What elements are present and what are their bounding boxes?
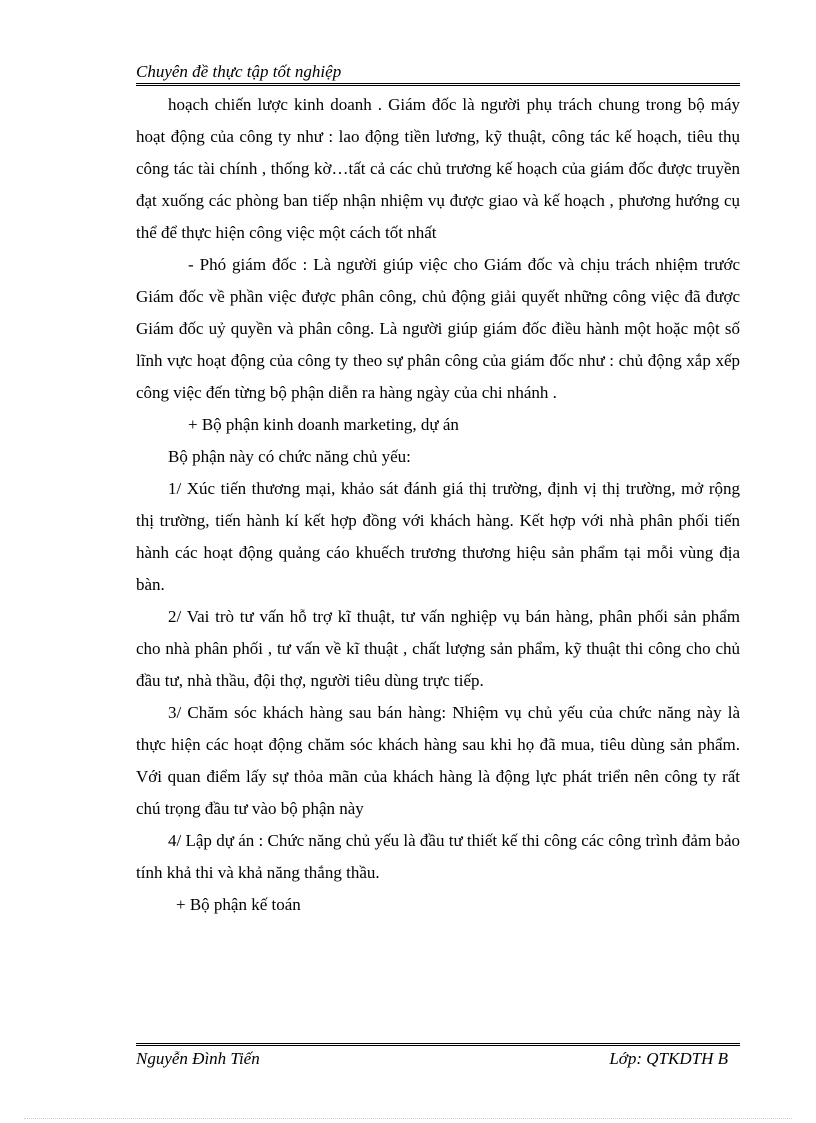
paragraph-business-marketing-heading: + Bộ phận kinh doanh marketing, dự án bbox=[188, 415, 459, 434]
document-body bbox=[136, 89, 740, 921]
paragraph-deputy-director: - Phó giám đốc : Là người giúp việc cho Giám đốc và chịu trách nhiệm trước Giám đốc về phần việc được phân công, chủ động giải quyết những công việc đã được Giám đốc uỷ quyền và phân công. Là người giúp giám đốc điều hành một hoặc một số lĩnh vực hoạt động của công ty theo sự phân công của giám đốc như : chủ động xắp xếp công việc đến từng bộ phận diễn ra hàng ngày của chi nhánh . bbox=[136, 255, 740, 402]
page-header bbox=[136, 60, 740, 86]
header-divider bbox=[136, 83, 740, 86]
paragraph-function-1: 1/ Xúc tiến thương mại, khảo sát đánh giá thị trường, định vị thị trường, mở rộng thị trường, tiến hành kí kết hợp đồng với khách hàng. Kết hợp với nhà phân phối tiến hành các hoạt động quảng cáo khuếch trương thương hiệu sản phẩm tại mỗi vùng địa bàn. bbox=[136, 479, 740, 594]
page-bottom-edge bbox=[24, 1118, 792, 1119]
paragraph-function-3: 3/ Chăm sóc khách hàng sau bán hàng: Nhiệm vụ chủ yếu của chức năng này là thực hiện các hoạt động chăm sóc khách hàng sau khi họ đã mua, tiêu dùng sản phẩm. Với quan điểm lấy sự thỏa mãn của khách hàng là động lực phát triển nên công ty rất chú trọng đầu tư vào bộ phận này bbox=[136, 703, 740, 818]
page-footer bbox=[136, 1043, 740, 1073]
paragraph-main-functions: Bộ phận này có chức năng chủ yếu: bbox=[168, 447, 411, 466]
paragraph-accounting-heading: + Bộ phận kế toán bbox=[176, 895, 301, 914]
paragraph-function-4: 4/ Lập dự án : Chức năng chủ yếu là đầu tư thiết kế thi công các công trình đảm bảo tính khả thi và khả năng thắng thầu. bbox=[136, 831, 740, 882]
footer-class: Lớp: QTKDTH B bbox=[609, 1049, 728, 1068]
paragraph-function-2: 2/ Vai trò tư vấn hỗ trợ kĩ thuật, tư vấn nghiệp vụ bán hàng, phân phối sản phẩm cho nhà phân phối , tư vấn về kĩ thuật , chất lượng sản phẩm, kỹ thuật thi công cho chủ đầu tư, nhà thầu, đội thợ, người tiêu dùng trực tiếp. bbox=[136, 607, 740, 690]
footer-divider bbox=[136, 1043, 740, 1046]
footer-author: Nguyễn Đình Tiến bbox=[136, 1049, 260, 1068]
paragraph-director-duties: hoạch chiến lược kinh doanh . Giám đốc là người phụ trách chung trong bộ máy hoạt động của công ty như : lao động tiền lương, kỹ thuật, công tác kế hoạch, tiêu thụ công tác tài chính , thống kờ…tất cả các chủ trương kế hoạch của giám đốc được truyền đạt xuống các phòng ban tiếp nhận nhiệm vụ được giao và kế hoạch , phương hướng cụ thể để thực hiện công việc một cách tốt nhất bbox=[136, 95, 740, 242]
header-title: Chuyên đề thực tập tốt nghiệp bbox=[136, 62, 342, 81]
